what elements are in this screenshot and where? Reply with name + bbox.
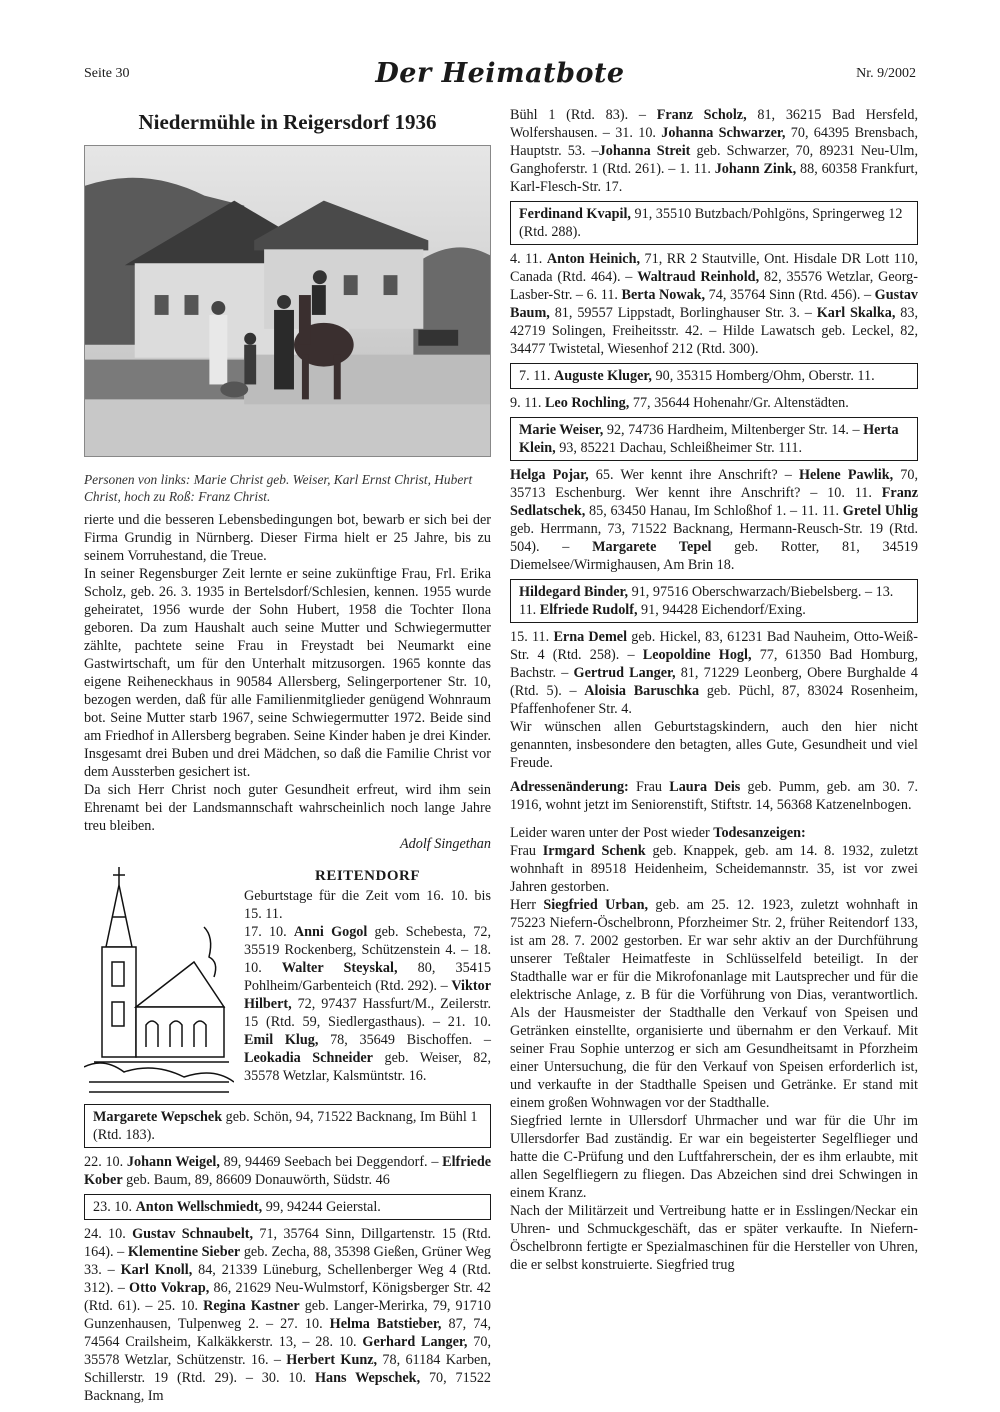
church-illustration [84,867,234,1099]
person-name: Elfriede Rudolf, [539,602,638,618]
person-name: Johann Weigel, [126,1154,220,1170]
person-name: Gustav Baum, [510,287,919,321]
person-name: Klementine Sieber [127,1244,241,1260]
birthday-paragraph: 22. 10. Johann Weigel, 89, 94469 Seebach bei Deggendorf. – Elfriede Kober geb. Baum, 89, 86609 Donauwörth, Südstr. 46 [84,1154,492,1188]
wishes-paragraph: Wir wünschen allen Geburtstagskindern, auch den hier nicht genannten, insbesondere den betagten, alles Gute, Gesundheit und viel Freude. [510,719,918,771]
person-name: Karl Knoll, [120,1262,193,1278]
person-name: Helga Pojar, [510,467,589,483]
person-name: Hans Wepschek, [314,1370,421,1386]
mill-photo [84,145,491,457]
reitendorf-text [244,867,491,1085]
person-name: Franz Scholz, [656,107,747,123]
person-name: Helma Batstieber, [329,1316,442,1332]
person-name: Margarete Wepschek [93,1109,223,1125]
person-name: Ferdinand Kvapil, [519,206,631,222]
birthday-paragraph: 15. 11. Erna Demel geb. Hickel, 83, 61231 Bad Nauheim, Otto-Weiß-Str. 4 (Rtd. 258). – Leopoldine Hogl, 77, 61350 Bad Homburg, Bachstr. – Gertrud Langer, 81, 71229 Leonberg, Obere Burghalde 4 (Rtd. 5). – Aloisia Baruschka geb. Püchl, 87, 83024 Rosenheim, Pfaffenhofener Str. 4. [510,629,918,717]
person-name: Leopoldine Hogl, [642,647,752,663]
article-paragraph: rierte und die besseren Lebensbedingungen bot, bewarb er sich bei der Firma Grundig in Nürnberg. Dieser Firma hielt er 25 Jahre, bis zu seinem Vorruhestand, die Treue. [84,512,491,564]
person-name: Walter Steyskal, [281,960,398,976]
birthday-paragraph: Bühl 1 (Rtd. 83). – Franz Scholz, 81, 36215 Bad Hersfeld, Wolfershausen. – 31. 10. Johanna Schwarzer, 70, 64395 Brensbach, Hauptstr. 53. –Johanna Streit geb. Schwarzer, 70, 89231 Neu-Ulm, Ganghoferstr. 1 (Rtd. 261). – 1. 11. Johann Zink, 88, 60358 Frankfurt, Karl-Flesch-Str. 17. [510,107,919,195]
person-name: Aloisia Baruschka [584,683,700,699]
person-name: Viktor Hilbert, [244,978,491,1012]
person-name: Franz Sedlatschek, [510,485,918,519]
reitendorf-section [84,867,491,1099]
death-label: Todesanzeigen: [713,825,806,841]
birthday-paragraph: 4. 11. Anton Heinich, 71, RR 2 Stautville, Ont. Hisdale DR Lott 110, Canada (Rtd. 464). – Waltraud Reinhold, 82, 35576 Wetzlar, Georg-Lasber-Str. – 6. 11. Berta Nowak, 74, 35764 Sinn (Rtd. 456). – Gustav Baum, 81, 59557 Lippstadt, Borlinghauser Str. 3. – Karl Skalka, 83, 42719 Solingen, Freiheitsstr. 42. – Hilde Lawatsch geb. Leckel, 82, 34477 Twistetal, Wiesenhof 212 (Rtd. 300). [510,251,919,357]
photo-caption: Personen von links: Marie Christ geb. Weiser, Karl Ernst Christ, Hubert Christ, hoch zu Roß: Franz Christ. [84,472,473,504]
highlight-box: Hildegard Binder, 91, 97516 Oberschwarzach/Biebelsberg. – 13. 11. Elfriede Rudolf, 91, 94428 Eichendorf/Exing. [510,579,918,623]
person-name: Helene Pawlik, [798,467,894,483]
person-name: Waltraud Reinhold, [637,269,760,285]
death-notice: Frau Irmgard Schenk geb. Knappek, geb. am 14. 8. 1932, zuletzt wohnhaft in 89518 Heidenheim, Scheidemannstr. 35, ist vor zwei Jahren gestorben. [510,843,919,895]
person-name: Johanna Streit [598,143,691,159]
birthday-paragraph: Helga Pojar, 65. Wer kennt ihre Anschrift? – Helene Pawlik, 70, 35713 Eschenburg. Wer kennt ihre Anschrift? – 10. 11. Franz Sedlatschek, 85, 63450 Hanau, Im Schloßhof 1. – 11. 11. Gretel Uhlig geb. Herrmann, 73, 71522 Backnang, Hermann-Reusch-Str. 19 (Rtd. 504). – Margarete Tepel geb. Rotter, 81, 34519 Diemelsee/Wirmighausen, Am Brin 18. [510,467,918,573]
person-name: Gertrud Langer, [573,665,676,681]
person-name: Karl Skalka, [816,305,896,321]
highlight-box: 23. 10. Anton Wellschmiedt, 99, 94244 Geierstal. [84,1194,491,1220]
masthead-logo: Der Heimatbote [375,58,625,89]
person-name: Marie Weiser, [519,422,604,438]
highlight-box: Margarete Wepschek geb. Schön, 94, 71522 Backnang, Im Bühl 1 (Rtd. 183). [84,1104,491,1148]
death-notice-paragraph: Nach der Militärzeit und Vertreibung hatte er in Esslingen/Neckar ein Uhren- und Schmuckgeschäft, das er später verkaufte. In Niefern-Öschelbronn fertigte er Spezialmaschinen für die Hersteller von Uhren, die er selbst konstruierte. Siegfried trug [510,1203,918,1273]
person-name: Elfriede Kober [84,1154,492,1188]
birthday-paragraph: 24. 10. Gustav Schnaubelt, 71, 35764 Sinn, Dillgartenstr. 15 (Rtd. 164). – Klementine Sieber geb. Zecha, 88, 35398 Gießen, Grüner Weg 33. – Karl Knoll, 84, 21339 Lüneburg, Schellenberger Weg 4 (Rtd. 312). – Otto Vokrap, 86, 21629 Neu-Wulmstorf, Königsberger Str. 42 (Rtd. 61). – 25. 10. Regina Kastner geb. Langer-Merirka, 79, 91710 Gunzenhausen, Tulpenweg 2. – 27. 10. Helma Batstieber, 87, 74, 74564 Crailsheim, Kalkäkkerstr. 13, – 28. 10. Gerhard Langer, 70, 35578 Wetzlar, Schützenstr. 16. – Herbert Kunz, 78, 61184 Karben, Schillerstr. 19 (Rtd. 29). – 30. 10. Hans Wepschek, 70, 71522 Backnang, Im [84,1226,492,1404]
article-paragraph: In seiner Regensburger Zeit lernte er seine zukünftige Frau, Frl. Erika Scholz, geb. 26. 3. 1935 in Bertelsdorf/Schlesien, kennen. 1955 wurde geheiratet, 1956 wurde der Sohn Hubert, 1958 die Tochter Ilona geboren. Da zum Haushalt auch seine Mutter und Schwiegermutter zählte, pachtete seine Frau in Freystadt bei Neumarkt eine Gastwirtschaft, um für den Unterhalt mitzusorgen. 1965 konnte das eigene Reiheneckhaus in 90584 Allersberg, Selingerportener Str. 10, bezogen werden, daß für alle Familienmitglieder genügend Wohnraum bot. Seine Mutter starb 1967, seine Schwiegermutter 1972. Beide sind am Friedhof in Allersberg begraben. Seine Kinder haben je drei Kinder. Insgesamt drei Buben und drei Mädchen, so daß die Familie Christ vor dem Aussterben gesichert ist. [84,566,491,780]
person-name: Gustav Schnaubelt, [132,1226,254,1242]
highlight-box: Marie Weiser, 92, 74736 Hardheim, Miltenberger Str. 14. – Herta Klein, 93, 85221 Dachau, Schleißheimer Str. 111. [510,417,918,461]
person-name: Herta Klein, [519,422,899,456]
death-notice-intro: Leider waren unter der Post wieder Todesanzeigen: [510,825,806,841]
issue-number: Nr. 9/2002 [856,66,916,81]
person-name: Anton Heinich, [546,251,641,267]
birthday-paragraph: 9. 11. Leo Rochling, 77, 35644 Hohenahr/Gr. Altenstädten. [510,395,849,411]
birthday-list: 17. 10. Anni Gogol geb. Schebesta, 72, 35519 Rockenberg, Schützenstein 4. – 18. 10. Walter Steyskal, 80, 35415 Pohlheim/Garbenteich (Rtd. 292). – Viktor Hilbert, 72, 97437 Hassfurt/M., Zeilerstr. 15 (Rtd. 59, Siedlergasthaus). – 21. 10. Emil Klug, 78, 35649 Bischoffen. – Leokadia Schneider geb. Weiser, 82, 35578 Wetzlar, Kalsmüntstr. 16. [244,924,491,1084]
person-name: Regina Kastner [203,1298,300,1314]
death-notice-paragraph: Siegfried lernte in Ullersdorf Uhrmacher und war für die Uhr im Ullersdorfer Bad zuständig. Er war ein begeisterter Segelflieger und hatte die C-Prüfung und den Luftfahrerschein, der es ihm erlaubte, mit allen Segelfliegern zu fliegen. Das Abzeichen sind drei Schwingen in einem Kranz. [510,1113,918,1201]
address-label: Adressenänderung: [510,779,629,795]
author-line [84,835,491,853]
death-notice: Herr Siegfried Urban, geb. am 25. 12. 1923, zuletzt wohnhaft in 75223 Niefern-Öschelbronn, Pforzheimer Str. 2, früher Reitendorf 133, ist am 28. 7. 2002 gestorben. Er war sehr aktiv an der Durchführung unserer Teßtaler Heimatfeste in Schlüsselfeld beteiligt. In der Stadthalle war er für die Mikrofonanlage mit Lautsprecher und für die elektrische Anlage, z. B für die Vorführung von Dias, verantwortlich. Als der Hausmeister der Stadthalle den Verkauf von Speisen und Getränken einstellte, organisierte und übernahm er den Verkauf. Mit seiner Frau Sophie unterzog er sich am Gesundheitsamt in Pforzheim einer Untersuchung, die für den Verkauf von Speisen erforderlich ist, und verkaufte in der Stadthalle Speisen und Getränke. Er stand mit einem großen Wohnwagen vor der Stadthalle. [510,897,918,1111]
person-name: Irmgard Schenk [542,843,646,859]
article-paragraph: Da sich Herr Christ noch guter Gesundheit erfreut, wird ihm sein Ehrenamt bei der Landsmannschaft wahrscheinlich noch lange Jahre treu bleiben. [84,782,491,834]
person-name: Herbert Kunz, [286,1352,378,1368]
section-title: REITENDORF [314,868,420,884]
page-number: Seite 30 [84,66,130,81]
highlight-box: 7. 11. Auguste Kluger, 90, 35315 Homberg/Ohm, Oberstr. 11. [510,363,918,389]
person-name: Johann Zink, [714,161,797,177]
person-name: Hildegard Binder, [519,584,629,600]
highlight-box: Ferdinand Kvapil, 91, 35510 Butzbach/Pohlgöns, Springerweg 12 (Rtd. 288). [510,201,918,245]
person-name: Laura Deis [669,779,741,795]
address-change: Adressenänderung: Frau Laura Deis geb. Pumm, geb. am 30. 7. 1916, wohnt jetzt im Seniorenstift, Stiftstr. 14, 56368 Katzenelnbogen. [510,779,919,813]
person-name: Gerhard Langer, [362,1334,468,1350]
page-header [84,58,916,94]
left-column [84,106,491,1405]
article-author: Adolf Singethan [399,836,491,852]
right-column [510,106,918,1274]
article-title: Niedermühle in Reigersdorf 1936 [138,110,437,134]
person-name: Leo Rochling, [544,395,630,411]
person-name: Berta Nowak, [621,287,706,303]
person-name: Auguste Kluger, [553,368,652,384]
person-name: Otto Vokrap, [129,1280,210,1296]
person-name: Margarete Tepel [592,539,712,555]
person-name: Emil Klug, [244,1032,319,1048]
person-name: Johanna Schwarzer, [661,125,786,141]
person-name: Siegfried Urban, [543,897,649,913]
section-intro: Geburtstage für die Zeit vom 16. 10. bis 15. 11. [244,888,491,922]
person-name: Gretel Uhlig [842,503,918,519]
person-name: Erna Demel [553,629,628,645]
person-name: Leokadia Schneider [244,1050,373,1066]
person-name: Anni Gogol [293,924,368,940]
person-name: Anton Wellschmiedt, [135,1199,263,1215]
